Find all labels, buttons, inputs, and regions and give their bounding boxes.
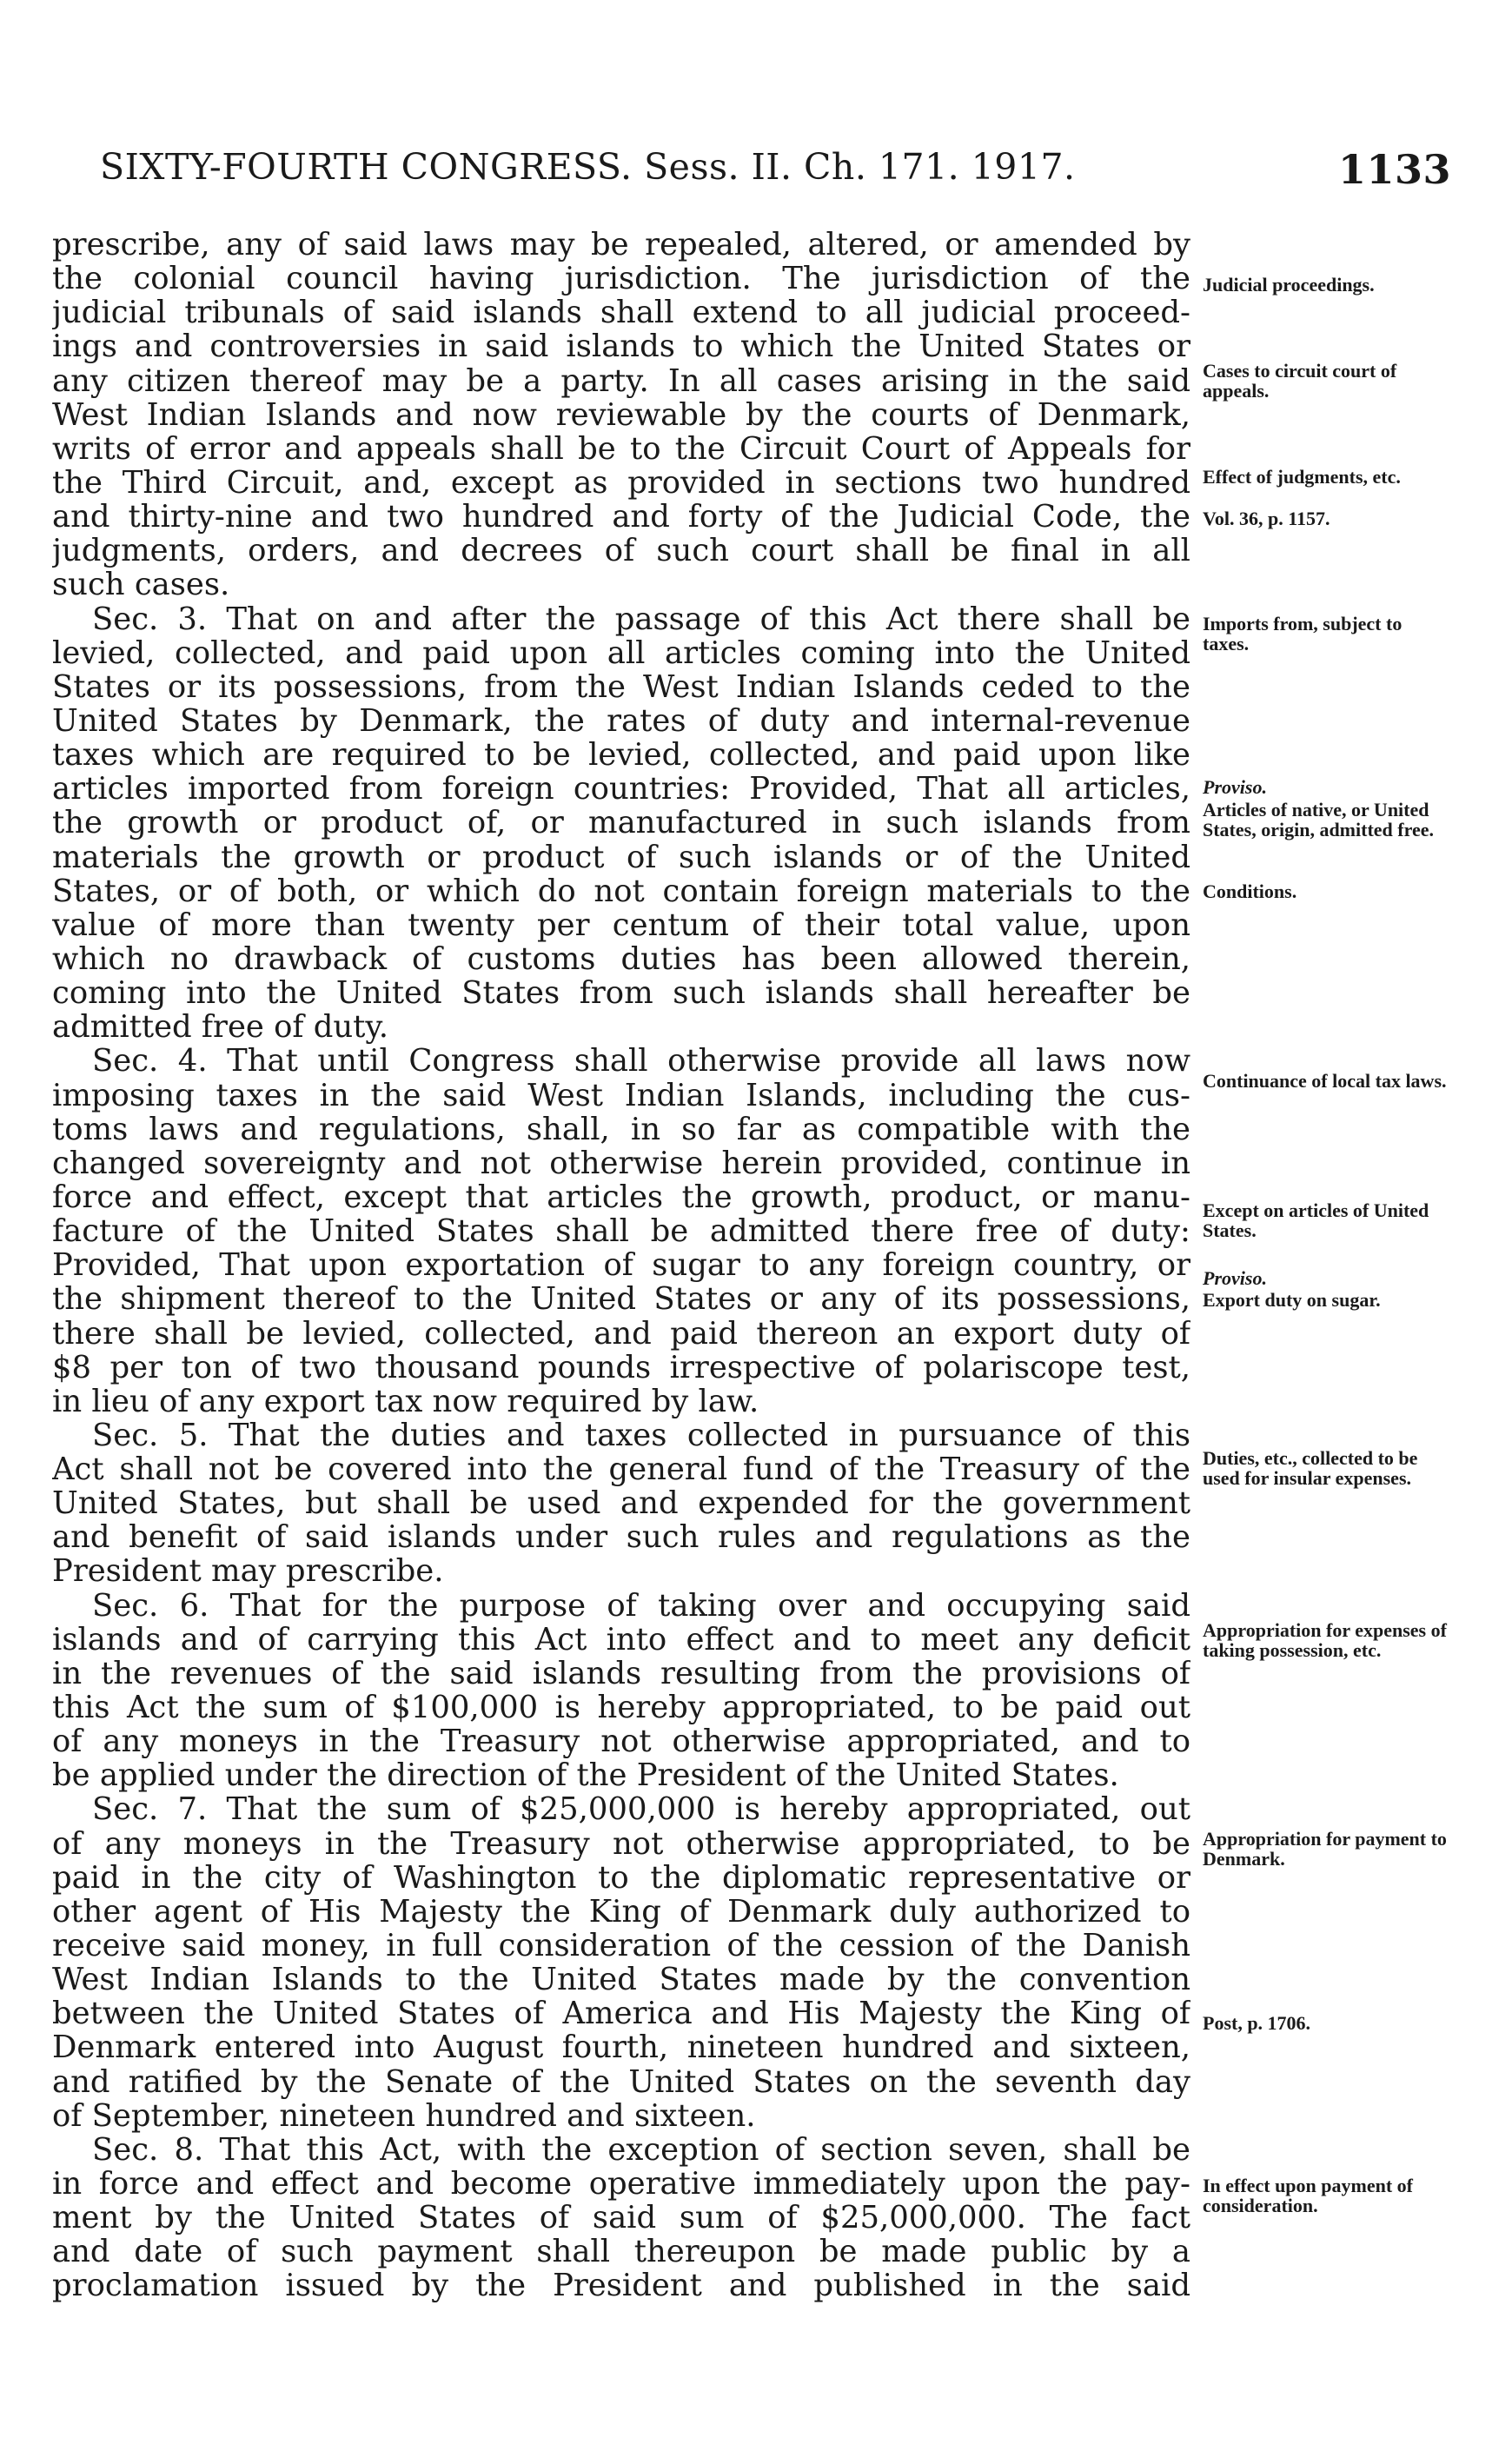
margin-note-duties-for-insular-expenses: Duties, etc., collected to be used for insular expenses.	[1203, 1447, 1418, 1489]
margin-note-effect-of-judgments: Effect of judgments, etc.	[1203, 466, 1401, 488]
text-line: ings and controversies in said islands to which the United States or	[52, 329, 1190, 364]
margin-note-post-reference: Post, p. 1706.	[1203, 2012, 1311, 2034]
text-line: Sec. 8. That this Act, with the exception of section seven, shall be	[92, 2132, 1190, 2168]
text-line: $8 per ton of two thousand pounds irrespective of polariscope test,	[52, 1350, 1190, 1385]
margin-note-export-duty-on-sugar: Export duty on sugar.	[1203, 1289, 1381, 1311]
text-line: prescribe, any of said laws may be repealed, altered, or amended by	[52, 228, 1190, 262]
text-line: West Indian Islands to the United States made by the convention	[52, 1963, 1190, 1997]
margin-note-vol-reference: Vol. 36, p. 1157.	[1203, 508, 1330, 529]
text-line: Sec. 4. That until Congress shall otherwise provide all laws now	[92, 1044, 1190, 1079]
text-line: and thirty-nine and two hundred and forty of the Judicial Code, the	[52, 500, 1190, 535]
text-line: United States by Denmark, the rates of duty and internal-revenue	[52, 703, 1190, 739]
margin-note-articles-admitted-free: Articles of native, or United States, origin, admitted free.	[1203, 799, 1434, 840]
text-line: the colonial council having jurisdiction. The jurisdiction of the	[52, 262, 1190, 296]
text-line: between the United States of America and His Majesty the King of	[52, 1996, 1190, 2031]
margin-note-except-on-articles: Except on articles of United States.	[1203, 1199, 1429, 1241]
text-line: any citizen thereof may be a party. In all cases arising in the said	[52, 363, 1190, 398]
text-line: facture of the United States shall be admitted there free of duty:	[52, 1214, 1190, 1249]
text-line: judicial tribunals of said islands shall extend to all judicial proceed-	[52, 296, 1190, 330]
text-line: paid in the city of Washington to the diplomatic representative or	[52, 1860, 1190, 1895]
margin-note-imports-subject-to-taxes: Imports from, subject to taxes.	[1203, 613, 1403, 654]
text-line: Provided, That upon exportation of sugar to any foreign country, or	[52, 1248, 1190, 1283]
text-line: judgments, orders, and decrees of such court shall be final in all	[52, 534, 1190, 568]
margin-note-continuance-of-local-tax-laws: Continuance of local tax laws.	[1203, 1070, 1447, 1092]
text-line: States, or of both, or which do not contain foreign materials to the	[52, 874, 1190, 908]
text-line: in force and effect and become operative immediately upon the pay-	[52, 2167, 1190, 2202]
text-line: United States, but shall be used and expended for the government	[52, 1486, 1190, 1521]
text-line: admitted free of duty.	[52, 1010, 388, 1045]
text-line: the growth or product of, or manufactured in such islands from	[52, 806, 1190, 840]
text-line: writs of error and appeals shall be to the Circuit Court of Appeals for	[52, 431, 1190, 466]
text-line: levied, collected, and paid upon all articles coming into the United	[52, 635, 1190, 670]
text-line: States or its possessions, from the West Indian Islands ceded to the	[52, 669, 1190, 704]
margin-note-appropriation-for-expenses: Appropriation for expenses of taking possession, etc.	[1203, 1619, 1447, 1661]
text-line: of September, nineteen hundred and sixteen.	[52, 2098, 756, 2133]
text-line: this Act the sum of $100,000 is hereby appropriated, to be paid out	[52, 1691, 1190, 1725]
text-line: Sec. 6. That for the purpose of taking over and occupying said	[92, 1588, 1190, 1623]
margin-note-proviso-1: Proviso.	[1203, 776, 1267, 798]
text-line: in the revenues of the said islands resulting from the provisions of	[52, 1656, 1190, 1691]
running-title: SIXTY-FOURTH CONGRESS. Sess. II. Ch. 171. 1917.	[100, 146, 1076, 188]
text-line: in lieu of any export tax now required by law.	[52, 1384, 759, 1418]
text-line: Act shall not be covered into the general fund of the Treasury of the	[52, 1452, 1190, 1487]
text-line: which no drawback of customs duties has been allowed therein,	[52, 941, 1190, 977]
text-line: other agent of His Majesty the King of Denmark duly authorized to	[52, 1894, 1190, 1930]
text-line: force and effect, except that articles the growth, product, or manu-	[52, 1179, 1190, 1215]
text-line: receive said money, in full consideration of the cession of the Danish	[52, 1929, 1190, 1963]
text-line: Denmark entered into August fourth, nineteen hundred and sixteen,	[52, 2030, 1190, 2065]
running-header	[100, 146, 1451, 198]
text-line: changed sovereignty and not otherwise herein provided, continue in	[52, 1146, 1190, 1180]
margin-note-in-effect-upon-payment: In effect upon payment of consideration.	[1203, 2175, 1413, 2216]
text-line: President may prescribe.	[52, 1554, 444, 1589]
text-line: there shall be levied, collected, and paid thereon an export duty of	[52, 1316, 1190, 1351]
margin-note-conditions: Conditions.	[1203, 880, 1297, 902]
text-line: Sec. 3. That on and after the passage of this Act there shall be	[92, 601, 1190, 636]
text-line: of any moneys in the Treasury not otherwise appropriated, to be	[52, 1826, 1190, 1861]
text-line: of any moneys in the Treasury not otherwise appropriated, and to	[52, 1724, 1190, 1759]
text-line: ment by the United States of said sum of $25,000,000. The fact	[52, 2201, 1190, 2235]
text-line: materials the growth or product of such islands or of the United	[52, 840, 1190, 874]
text-line: coming into the United States from such islands shall hereafter be	[52, 976, 1190, 1011]
text-line: Sec. 7. That the sum of $25,000,000 is hereby appropriated, out	[92, 1792, 1190, 1827]
text-line: West Indian Islands and now reviewable by the courts of Denmark,	[52, 397, 1190, 432]
margin-note-proviso-2: Proviso.	[1203, 1267, 1267, 1289]
text-line: such cases.	[52, 568, 230, 602]
text-line: value of more than twenty per centum of their total value, upon	[52, 907, 1190, 942]
text-line: be applied under the direction of the President of the United States.	[52, 1758, 1119, 1793]
text-line: toms laws and regulations, shall, in so far as compatible with the	[52, 1112, 1190, 1146]
text-line: imposing taxes in the said West Indian Islands, including the cus-	[52, 1078, 1190, 1113]
text-line: the shipment thereof to the United States or any of its possessions,	[52, 1282, 1190, 1317]
main-text	[52, 228, 1190, 2303]
text-line: proclamation issued by the President and published in the said	[52, 2269, 1190, 2303]
text-line: and ratified by the Senate of the United States on the seventh day	[52, 2064, 1190, 2099]
margin-note-judicial-proceedings: Judicial proceedings.	[1203, 274, 1375, 296]
text-line: and date of such payment shall thereupon be made public by a	[52, 2235, 1190, 2269]
text-line: and benefit of said islands under such rules and regulations as the	[52, 1520, 1190, 1555]
text-line: taxes which are required to be levied, collected, and paid upon like	[52, 738, 1190, 773]
margin-note-cases-to-circuit-court: Cases to circuit court of appeals.	[1203, 360, 1397, 402]
page-number: 1133	[1337, 146, 1451, 193]
text-line: the Third Circuit, and, except as provided in sections two hundred	[52, 465, 1190, 501]
text-line: islands and of carrying this Act into effect and to meet any deficit	[52, 1622, 1190, 1657]
margin-note-appropriation-for-payment: Appropriation for payment to Denmark.	[1203, 1828, 1447, 1870]
text-line: articles imported from foreign countries: Provided, That all articles,	[52, 772, 1190, 807]
text-line: Sec. 5. That the duties and taxes collected in pursuance of this	[92, 1418, 1190, 1453]
